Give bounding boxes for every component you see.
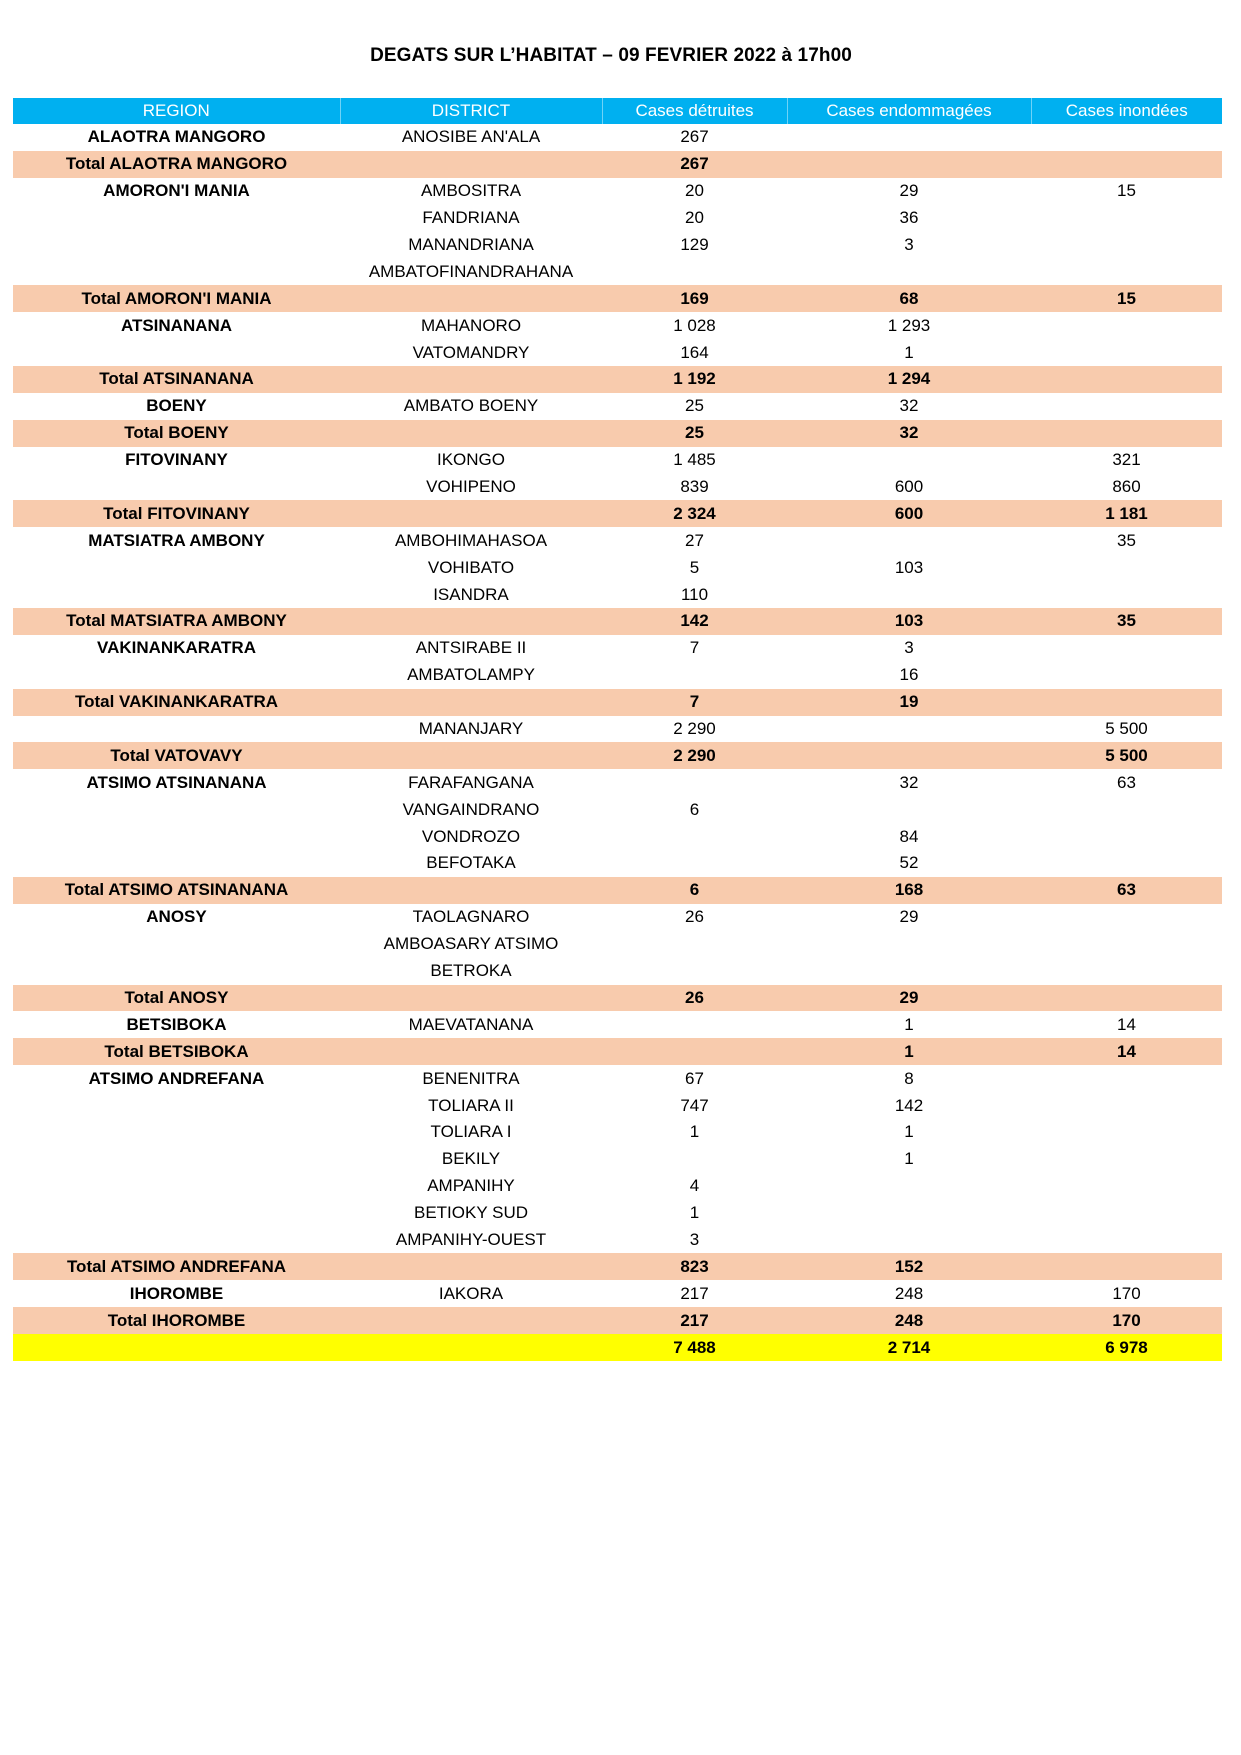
total-row bbox=[13, 877, 1222, 904]
region-cell bbox=[13, 1173, 340, 1200]
region-cell bbox=[13, 339, 340, 366]
flooded-cell bbox=[1031, 258, 1222, 285]
damaged-cell bbox=[787, 258, 1031, 285]
destroyed-column-header: Cases détruites bbox=[602, 98, 787, 124]
district-cell: TOLIARA I bbox=[430, 1122, 512, 1142]
destroyed-cell: 169 bbox=[602, 285, 787, 312]
destroyed-cell: 1 485 bbox=[673, 450, 716, 470]
destroyed-cell: 267 bbox=[602, 151, 787, 178]
destroyed-cell: 6 bbox=[689, 799, 700, 819]
district-cell: AMBATOFINANDRAHANA bbox=[368, 261, 574, 281]
table-row bbox=[13, 635, 1222, 662]
district-cell bbox=[340, 420, 602, 447]
district-cell: ANOSIBE AN'ALA bbox=[401, 127, 541, 147]
flooded-cell bbox=[1031, 1200, 1222, 1227]
destroyed-cell: 27 bbox=[685, 530, 704, 550]
district-cell: MAHANORO bbox=[420, 315, 522, 335]
region-cell: Total IHOROMBE bbox=[13, 1307, 340, 1334]
page-title: DEGATS SUR L’HABITAT – 09 FEVRIER 2022 à 17h00 bbox=[370, 45, 852, 66]
total-row bbox=[13, 742, 1222, 769]
damaged-cell: 152 bbox=[787, 1253, 1031, 1280]
damaged-cell bbox=[787, 1227, 1031, 1254]
destroyed-cell: 110 bbox=[680, 584, 709, 604]
flooded-cell bbox=[1031, 958, 1222, 985]
grand-total-row bbox=[13, 1334, 1222, 1361]
region-cell: Total ATSIMO ATSINANANA bbox=[13, 877, 340, 904]
table-row bbox=[13, 931, 1222, 958]
table-row bbox=[13, 124, 1222, 151]
district-cell: VONDROZO bbox=[421, 826, 521, 846]
destroyed-cell bbox=[602, 1146, 787, 1173]
damaged-cell: 103 bbox=[894, 557, 924, 577]
region-cell: ATSINANANA bbox=[120, 315, 233, 335]
district-cell: IKONGO bbox=[436, 450, 505, 470]
damaged-cell: 16 bbox=[899, 665, 919, 685]
damaged-cell: 1 bbox=[904, 1014, 914, 1034]
damaged-cell: 248 bbox=[787, 1307, 1031, 1334]
region-cell: Total BOENY bbox=[13, 420, 340, 447]
destroyed-cell bbox=[602, 769, 787, 796]
district-cell: AMPANIHY bbox=[427, 1176, 515, 1196]
flooded-cell: 14 bbox=[1117, 1014, 1136, 1034]
damaged-cell: 32 bbox=[899, 396, 919, 416]
table-row bbox=[13, 581, 1222, 608]
destroyed-cell: 839 bbox=[680, 477, 709, 497]
region-cell bbox=[13, 205, 340, 232]
district-cell: MANANDRIANA bbox=[408, 235, 534, 254]
flooded-cell bbox=[1031, 312, 1222, 339]
region-cell bbox=[13, 1119, 340, 1146]
region-cell bbox=[13, 1092, 340, 1119]
region-cell: Total ATSIMO ANDREFANA bbox=[13, 1253, 340, 1280]
district-cell bbox=[340, 1253, 602, 1280]
damaged-cell: 8 bbox=[904, 1068, 914, 1088]
destroyed-cell bbox=[602, 1011, 787, 1038]
destroyed-cell: 67 bbox=[685, 1068, 704, 1088]
region-cell bbox=[13, 554, 340, 581]
flooded-cell: 321 bbox=[1112, 450, 1141, 470]
region-cell: BETSIBOKA bbox=[126, 1014, 227, 1034]
destroyed-cell: 142 bbox=[602, 608, 787, 635]
total-row bbox=[13, 1307, 1222, 1334]
damaged-cell bbox=[787, 716, 1031, 743]
table-row bbox=[13, 1173, 1222, 1200]
destroyed-cell: 217 bbox=[680, 1283, 709, 1303]
region-cell: IHOROMBE bbox=[129, 1283, 224, 1303]
district-cell: VOHIPENO bbox=[426, 477, 516, 497]
table-row bbox=[13, 527, 1222, 554]
damaged-cell: 36 bbox=[899, 208, 919, 228]
damaged-cell bbox=[787, 124, 1031, 151]
destroyed-cell: 26 bbox=[602, 985, 787, 1012]
district-cell: VATOMANDRY bbox=[412, 342, 530, 362]
table-row bbox=[13, 1227, 1222, 1254]
district-cell bbox=[340, 689, 602, 716]
district-cell: TOLIARA II bbox=[428, 1095, 514, 1115]
flooded-cell bbox=[1031, 1227, 1222, 1254]
district-cell: TAOLAGNARO bbox=[412, 907, 530, 927]
table-row bbox=[13, 796, 1222, 823]
table-row bbox=[13, 769, 1222, 796]
district-cell bbox=[340, 742, 602, 769]
region-cell bbox=[13, 662, 340, 689]
region-cell bbox=[13, 796, 340, 823]
destroyed-cell: 217 bbox=[602, 1307, 787, 1334]
district-cell: IAKORA bbox=[438, 1283, 504, 1303]
table-row bbox=[13, 1065, 1222, 1092]
destroyed-cell: 7 bbox=[689, 638, 700, 658]
destroyed-cell: 3 bbox=[689, 1229, 700, 1249]
flooded-cell bbox=[1031, 205, 1222, 232]
damaged-cell: 1 bbox=[787, 1038, 1031, 1065]
flooded-cell bbox=[1031, 124, 1222, 151]
region-cell: Total ALAOTRA MANGORO bbox=[13, 151, 340, 178]
destroyed-cell: 25 bbox=[685, 396, 704, 416]
region-cell: Total ANOSY bbox=[13, 985, 340, 1012]
region-column-header: REGION bbox=[13, 98, 340, 124]
flooded-cell bbox=[1031, 393, 1222, 420]
header-row bbox=[13, 98, 1222, 124]
destroyed-cell: 6 bbox=[602, 877, 787, 904]
table-row bbox=[13, 1200, 1222, 1227]
region-cell bbox=[13, 823, 340, 850]
flooded-cell: 14 bbox=[1031, 1038, 1222, 1065]
region-cell: AMORON'I MANIA bbox=[103, 181, 250, 201]
district-cell: AMBATO BOENY bbox=[403, 396, 539, 416]
flooded-cell: 15 bbox=[1117, 181, 1136, 201]
destroyed-cell: 747 bbox=[680, 1095, 709, 1115]
district-cell: MAEVATANANA bbox=[408, 1014, 534, 1034]
district-cell: BEFOTAKA bbox=[426, 853, 516, 873]
total-row bbox=[13, 689, 1222, 716]
region-cell: ALAOTRA MANGORO bbox=[87, 127, 266, 147]
region-cell: Total FITOVINANY bbox=[13, 500, 340, 527]
region-cell bbox=[13, 931, 340, 958]
flooded-cell: 63 bbox=[1031, 877, 1222, 904]
flooded-cell: 170 bbox=[1031, 1307, 1222, 1334]
flooded-cell: 35 bbox=[1031, 608, 1222, 635]
destroyed-cell bbox=[602, 958, 787, 985]
destroyed-cell bbox=[602, 823, 787, 850]
district-cell: FARAFANGANA bbox=[408, 772, 534, 792]
flooded-cell bbox=[1031, 931, 1222, 958]
region-cell: BOENY bbox=[146, 396, 207, 416]
region-cell bbox=[13, 716, 340, 743]
destroyed-cell: 164 bbox=[680, 342, 709, 362]
region-cell: ATSIMO ATSINANANA bbox=[86, 772, 267, 792]
region-cell: Total ATSINANANA bbox=[13, 366, 340, 393]
destroyed-cell: 1 bbox=[689, 1122, 700, 1142]
district-cell: AMBATOLAMPY bbox=[407, 665, 535, 685]
table-body bbox=[13, 124, 1222, 1361]
total-row bbox=[13, 285, 1222, 312]
damaged-cell: 68 bbox=[787, 285, 1031, 312]
destroyed-cell: 1 028 bbox=[673, 315, 716, 335]
destroyed-cell bbox=[602, 1038, 787, 1065]
total-row bbox=[13, 151, 1222, 178]
damaged-cell: 1 bbox=[904, 342, 914, 362]
flooded-cell: 170 bbox=[1112, 1283, 1141, 1303]
table-row bbox=[13, 1146, 1222, 1173]
flooded-cell bbox=[1031, 850, 1222, 877]
damaged-cell: 2 714 bbox=[787, 1334, 1031, 1361]
destroyed-cell: 129 bbox=[680, 235, 709, 254]
total-row bbox=[13, 500, 1222, 527]
destroyed-cell bbox=[602, 850, 787, 877]
flooded-column-header: Cases inondées bbox=[1031, 98, 1222, 124]
district-cell bbox=[340, 366, 602, 393]
flooded-cell bbox=[1031, 635, 1222, 662]
destroyed-cell: 26 bbox=[685, 907, 704, 927]
region-cell bbox=[13, 1227, 340, 1254]
destroyed-cell bbox=[602, 931, 787, 958]
damaged-cell bbox=[787, 581, 1031, 608]
destroyed-cell: 1 192 bbox=[602, 366, 787, 393]
flooded-cell bbox=[1031, 366, 1222, 393]
table-row bbox=[13, 178, 1222, 205]
district-cell: BETIOKY SUD bbox=[414, 1203, 528, 1223]
total-row bbox=[13, 985, 1222, 1012]
destroyed-cell: 4 bbox=[689, 1176, 700, 1196]
region-cell bbox=[13, 1200, 340, 1227]
total-row bbox=[13, 1038, 1222, 1065]
region-cell bbox=[13, 474, 340, 501]
damaged-cell: 32 bbox=[899, 772, 919, 792]
flooded-cell: 5 500 bbox=[1105, 719, 1148, 739]
district-cell bbox=[340, 1307, 602, 1334]
damaged-cell: 29 bbox=[899, 907, 919, 927]
table-row bbox=[13, 1092, 1222, 1119]
damaged-cell: 1 293 bbox=[887, 315, 931, 335]
district-cell bbox=[340, 500, 602, 527]
flooded-cell bbox=[1031, 1065, 1222, 1092]
flooded-cell: 35 bbox=[1117, 530, 1136, 550]
district-cell: AMBOSITRA bbox=[420, 181, 522, 201]
flooded-cell bbox=[1031, 985, 1222, 1012]
total-row bbox=[13, 1253, 1222, 1280]
table-row bbox=[13, 312, 1222, 339]
table-row bbox=[13, 474, 1222, 501]
total-row bbox=[13, 608, 1222, 635]
flooded-cell: 15 bbox=[1031, 285, 1222, 312]
destroyed-cell: 7 488 bbox=[602, 1334, 787, 1361]
damaged-cell bbox=[787, 151, 1031, 178]
flooded-cell: 5 500 bbox=[1031, 742, 1222, 769]
flooded-cell bbox=[1031, 662, 1222, 689]
region-cell: Total BETSIBOKA bbox=[13, 1038, 340, 1065]
destroyed-cell: 5 bbox=[689, 557, 700, 577]
flooded-cell bbox=[1031, 1092, 1222, 1119]
damaged-cell: 1 bbox=[904, 1122, 914, 1142]
region-cell: Total MATSIATRA AMBONY bbox=[13, 608, 340, 635]
damaged-cell bbox=[787, 931, 1031, 958]
flooded-cell bbox=[1031, 554, 1222, 581]
damaged-cell: 3 bbox=[904, 638, 914, 658]
district-cell: AMPANIHY-OUEST bbox=[395, 1229, 547, 1249]
district-cell: VOHIBATO bbox=[427, 557, 515, 577]
damaged-cell: 248 bbox=[894, 1283, 924, 1303]
damaged-cell: 600 bbox=[894, 477, 924, 497]
destroyed-cell: 2 290 bbox=[602, 742, 787, 769]
damaged-cell bbox=[787, 527, 1031, 554]
damaged-cell: 1 294 bbox=[787, 366, 1031, 393]
destroyed-cell bbox=[602, 662, 787, 689]
flooded-cell bbox=[1031, 581, 1222, 608]
region-cell: MATSIATRA AMBONY bbox=[88, 530, 265, 550]
damage-table bbox=[13, 98, 1222, 1361]
region-cell bbox=[13, 958, 340, 985]
flooded-cell bbox=[1031, 1119, 1222, 1146]
district-cell bbox=[340, 877, 602, 904]
flooded-cell bbox=[1031, 339, 1222, 366]
table-row bbox=[13, 662, 1222, 689]
district-cell: ISANDRA bbox=[433, 584, 509, 604]
table-row bbox=[13, 823, 1222, 850]
district-cell bbox=[340, 1334, 602, 1361]
table-row bbox=[13, 958, 1222, 985]
damaged-cell: 32 bbox=[787, 420, 1031, 447]
table-row bbox=[13, 1119, 1222, 1146]
district-column-header: DISTRICT bbox=[340, 98, 602, 124]
damaged-cell: 168 bbox=[787, 877, 1031, 904]
damaged-cell: 84 bbox=[899, 826, 919, 846]
flooded-cell bbox=[1031, 796, 1222, 823]
table-row bbox=[13, 904, 1222, 931]
damaged-cell: 1 bbox=[904, 1149, 914, 1169]
destroyed-cell: 267 bbox=[680, 127, 709, 147]
destroyed-cell: 823 bbox=[602, 1253, 787, 1280]
region-cell bbox=[13, 850, 340, 877]
damaged-column-header: Cases endommagées bbox=[787, 98, 1031, 124]
destroyed-cell: 7 bbox=[602, 689, 787, 716]
table-row bbox=[13, 1011, 1222, 1038]
flooded-cell bbox=[1031, 904, 1222, 931]
region-cell bbox=[13, 581, 340, 608]
damaged-cell: 19 bbox=[787, 689, 1031, 716]
table-row bbox=[13, 716, 1222, 743]
destroyed-cell: 25 bbox=[602, 420, 787, 447]
damaged-cell bbox=[787, 447, 1031, 474]
flooded-cell bbox=[1031, 1146, 1222, 1173]
flooded-cell bbox=[1031, 151, 1222, 178]
region-cell: Total AMORON'I MANIA bbox=[13, 285, 340, 312]
damaged-cell bbox=[787, 1173, 1031, 1200]
district-cell: ANTSIRABE II bbox=[415, 638, 527, 658]
damaged-cell: 29 bbox=[899, 181, 919, 201]
flooded-cell: 63 bbox=[1117, 772, 1136, 792]
destroyed-cell: 2 324 bbox=[602, 500, 787, 527]
region-cell: ATSIMO ANDREFANA bbox=[88, 1068, 265, 1088]
district-cell: MANANJARY bbox=[418, 719, 524, 739]
table-row bbox=[13, 1280, 1222, 1307]
flooded-cell bbox=[1031, 232, 1222, 259]
district-cell bbox=[340, 151, 602, 178]
flooded-cell bbox=[1031, 823, 1222, 850]
damaged-cell: 103 bbox=[787, 608, 1031, 635]
region-cell bbox=[13, 258, 340, 285]
region-cell bbox=[13, 1146, 340, 1173]
table-row bbox=[13, 447, 1222, 474]
damaged-cell: 52 bbox=[899, 853, 919, 873]
damaged-cell bbox=[787, 958, 1031, 985]
damaged-cell bbox=[787, 1200, 1031, 1227]
damaged-cell: 142 bbox=[894, 1095, 924, 1115]
flooded-cell: 1 181 bbox=[1031, 500, 1222, 527]
destroyed-cell: 20 bbox=[685, 181, 704, 201]
region-cell: FITOVINANY bbox=[125, 450, 228, 470]
district-cell bbox=[340, 285, 602, 312]
table-header bbox=[13, 98, 1222, 124]
flooded-cell bbox=[1031, 1173, 1222, 1200]
district-cell: AMBOASARY ATSIMO bbox=[383, 934, 559, 954]
region-cell: VAKINANKARATRA bbox=[97, 638, 256, 658]
district-cell bbox=[340, 1038, 602, 1065]
district-cell: VANGAINDRANO bbox=[402, 799, 540, 819]
district-cell: BETROKA bbox=[430, 961, 512, 981]
damaged-cell: 29 bbox=[787, 985, 1031, 1012]
district-cell bbox=[340, 608, 602, 635]
destroyed-cell bbox=[602, 258, 787, 285]
region-cell: ANOSY bbox=[146, 907, 207, 927]
table-row bbox=[13, 393, 1222, 420]
district-cell: BENENITRA bbox=[422, 1068, 520, 1088]
total-row bbox=[13, 366, 1222, 393]
flooded-cell: 860 bbox=[1112, 477, 1141, 497]
table-row bbox=[13, 232, 1222, 259]
destroyed-cell: 1 bbox=[689, 1203, 700, 1223]
flooded-cell bbox=[1031, 1253, 1222, 1280]
region-cell bbox=[13, 1334, 340, 1361]
total-row bbox=[13, 420, 1222, 447]
damaged-cell bbox=[787, 742, 1031, 769]
table-row bbox=[13, 339, 1222, 366]
flooded-cell: 6 978 bbox=[1031, 1334, 1222, 1361]
flooded-cell bbox=[1031, 689, 1222, 716]
table-row bbox=[13, 850, 1222, 877]
table-row bbox=[13, 554, 1222, 581]
table-row bbox=[13, 205, 1222, 232]
damaged-cell: 3 bbox=[904, 235, 914, 254]
flooded-cell bbox=[1031, 420, 1222, 447]
district-cell: AMBOHIMAHASOA bbox=[394, 530, 548, 550]
region-cell: Total VATOVAVY bbox=[13, 742, 340, 769]
destroyed-cell: 20 bbox=[685, 208, 704, 228]
region-cell bbox=[13, 232, 340, 259]
region-cell: Total VAKINANKARATRA bbox=[13, 689, 340, 716]
destroyed-cell: 2 290 bbox=[673, 719, 716, 739]
district-cell: FANDRIANA bbox=[422, 208, 520, 228]
district-cell: BEKILY bbox=[441, 1149, 501, 1169]
damaged-cell: 600 bbox=[787, 500, 1031, 527]
damaged-cell bbox=[787, 796, 1031, 823]
table-row bbox=[13, 258, 1222, 285]
district-cell bbox=[340, 985, 602, 1012]
